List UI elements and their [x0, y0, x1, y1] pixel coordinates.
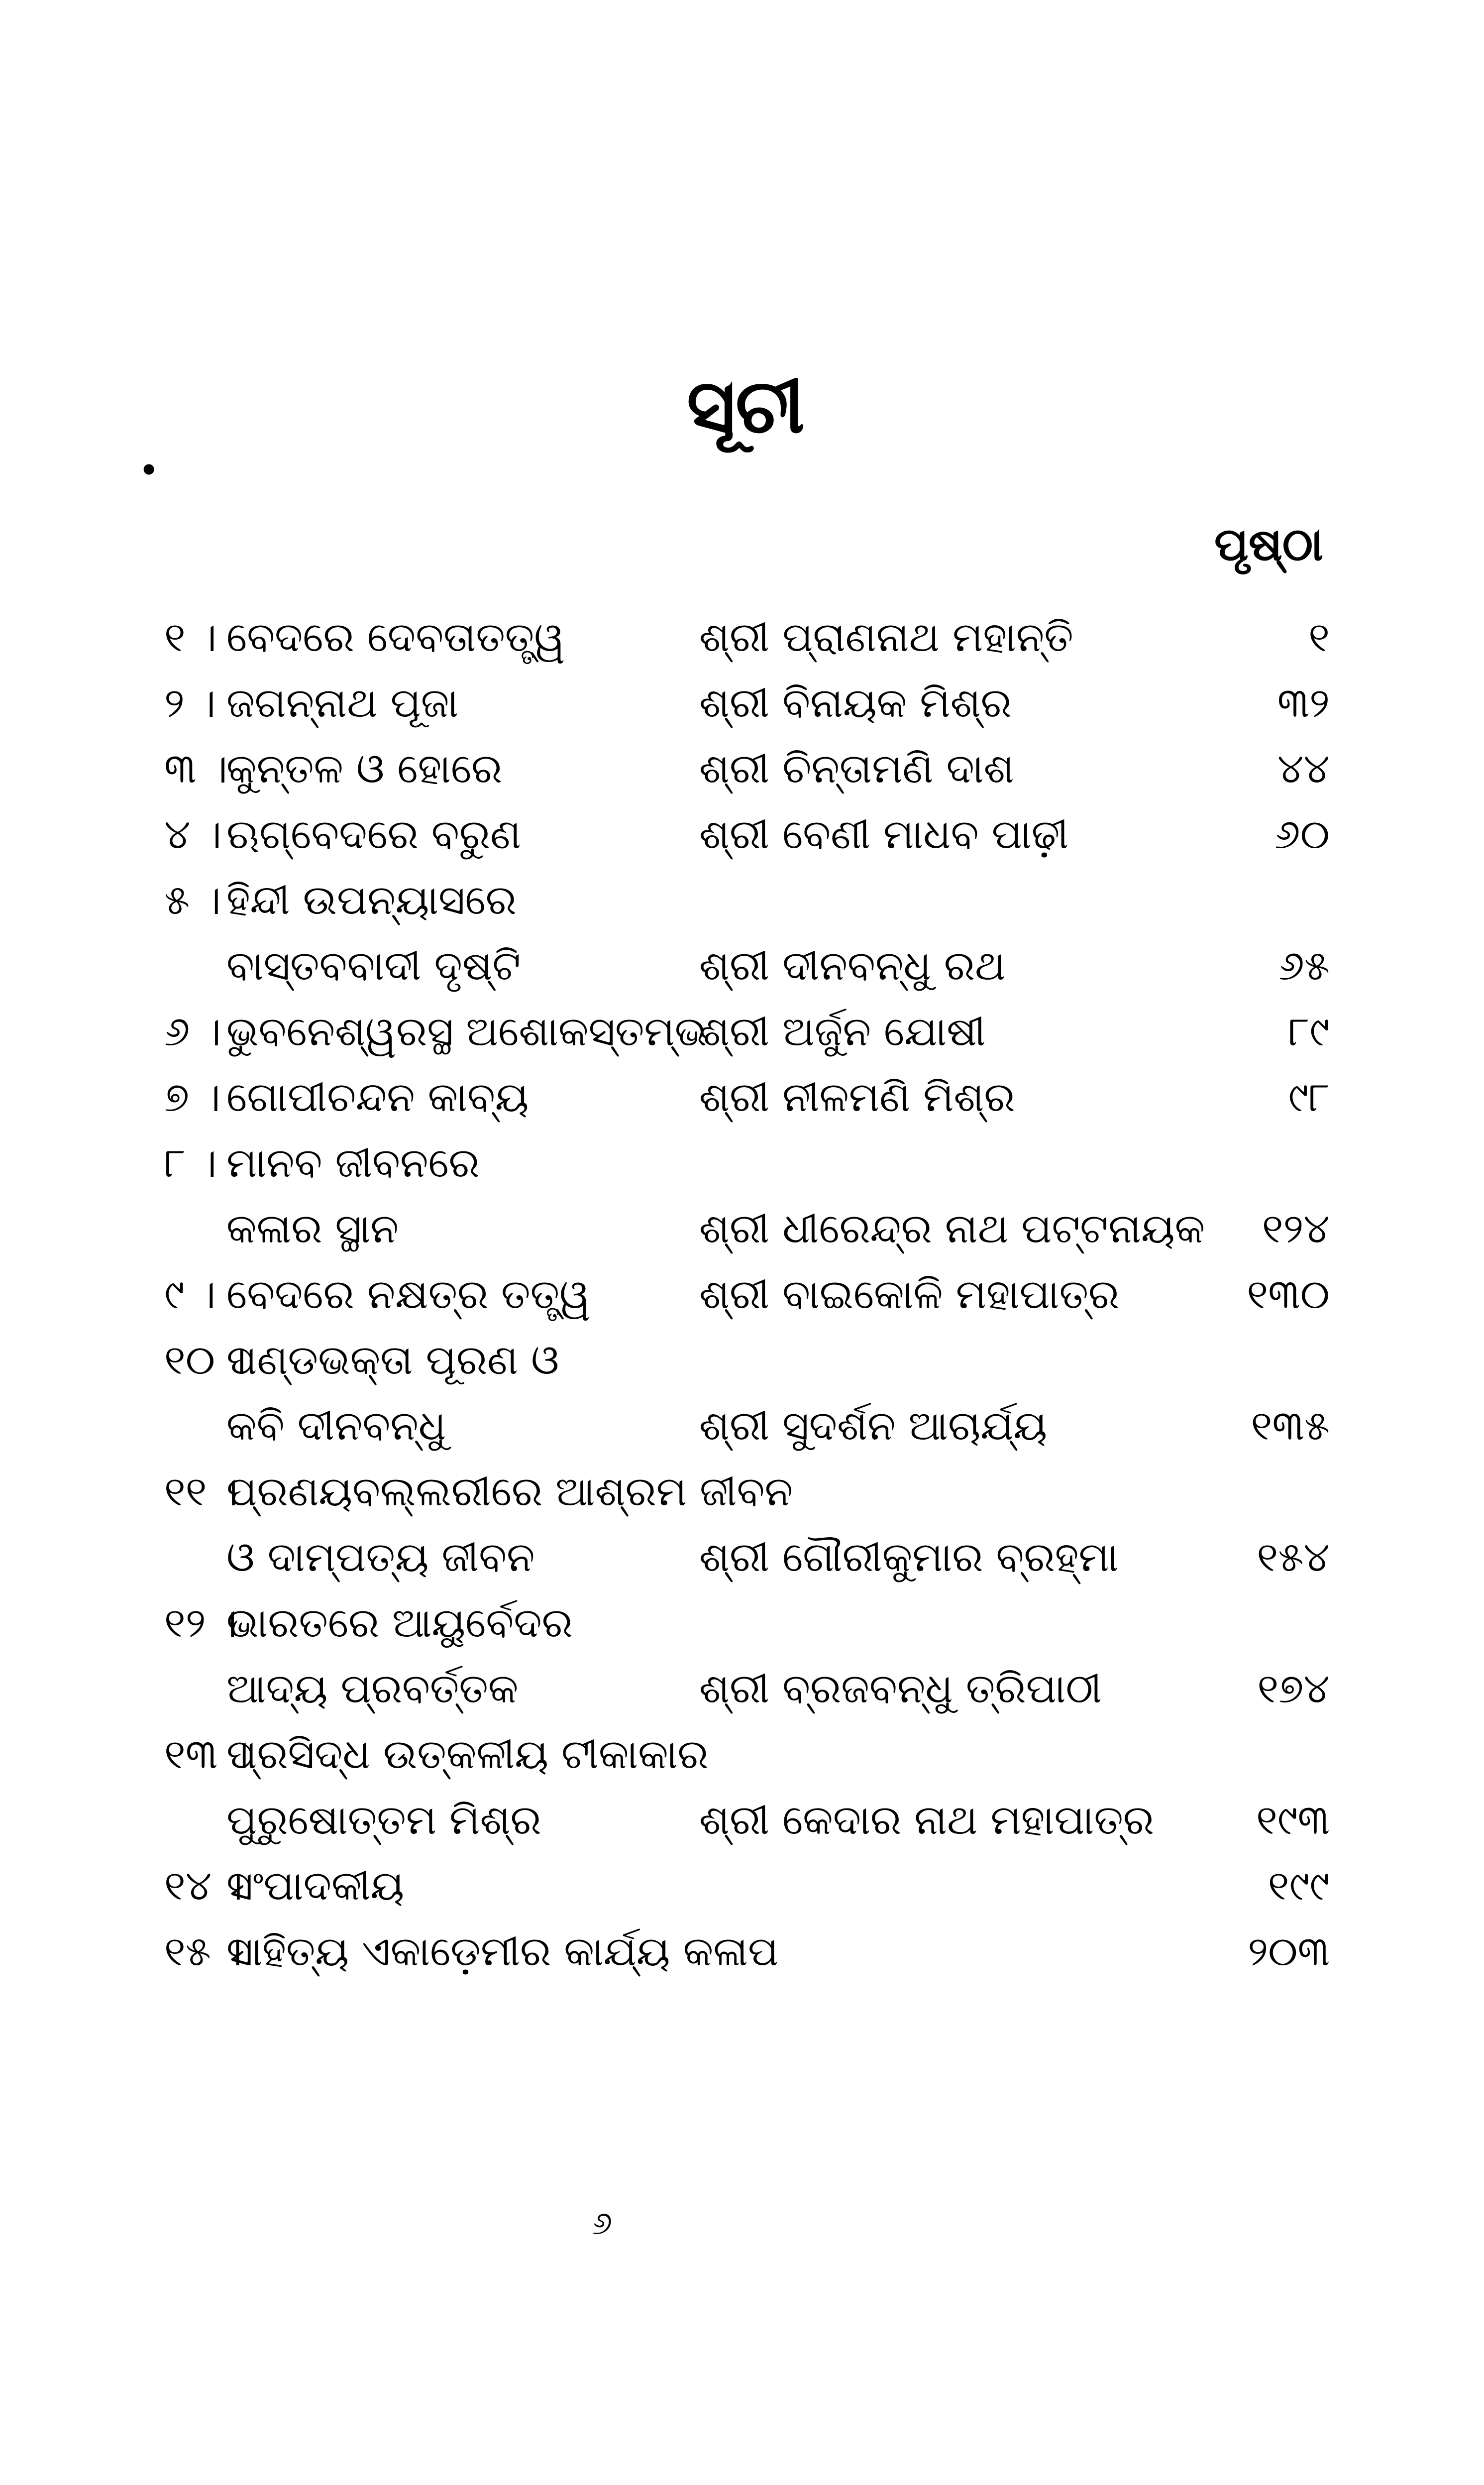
toc-row — [0, 1656, 1484, 1722]
entry-title: ହିନ୍ଦୀ ଉପନ୍ୟାସରେ — [226, 877, 517, 924]
entry-title: ଜଗନ୍ନାଥ ପୂଜା — [226, 679, 459, 727]
toc-row — [0, 736, 1484, 802]
entry-author: ଶ୍ରୀ ବାଇକୋଳି ମହାପାତ୍ର — [699, 1271, 1120, 1318]
entry-author: ଶ୍ରୀ ନୀଳମଣି ମିଶ୍ର — [699, 1074, 1015, 1121]
entry-title: ଗୋପୀଚନ୍ଦନ କାବ୍ୟ — [226, 1074, 529, 1121]
toc-row — [0, 1130, 1484, 1196]
entry-number: ୧୦ । — [164, 1337, 247, 1384]
entry-title: ବେଦରେ ଦେବତାତତ୍ତ୍ୱ — [226, 614, 565, 661]
entry-number: ୫ । — [164, 877, 221, 924]
entry-title: ବାସ୍ତବବାଦୀ ଦୃଷ୍ଟି — [226, 942, 521, 990]
entry-page-number: ୨୦୩ — [1248, 1928, 1330, 1975]
entry-page-number: ୬୦ — [1274, 811, 1330, 858]
toc-row — [0, 1722, 1484, 1788]
toc-row — [0, 933, 1484, 999]
entry-title: ଭାରତରେ ଆୟୁର୍ବେଦର — [226, 1599, 573, 1647]
entry-number: ୩ । — [164, 745, 228, 792]
entry-title: ଭୁବନେଶ୍ୱରସ୍ଥ ଅଶୋକସ୍ତମ୍ଭ — [226, 1008, 707, 1055]
entry-title: କୁନ୍ତଳ ଓ ହୋରେ — [226, 745, 503, 792]
entry-page-number: ୧୨୪ — [1262, 1205, 1330, 1252]
entry-number: ୧୫ । — [164, 1928, 242, 1975]
entry-title: ପ୍ରଣୟବଲ୍ଲରୀରେ ଆଶ୍ରମ ଜୀବନ — [226, 1468, 793, 1515]
entry-number: ୧୨ । — [164, 1599, 237, 1647]
entry-page-number: ୯୮ — [1288, 1074, 1330, 1121]
stray-mark: • — [139, 453, 159, 488]
toc-row — [0, 802, 1484, 868]
page-title: ସୂଚୀ — [687, 363, 805, 450]
toc-row — [0, 1590, 1484, 1656]
entry-author: ଶ୍ରୀ ଦୀନବନ୍ଧୁ ରଥ — [699, 942, 1006, 990]
toc-row — [0, 1328, 1484, 1393]
entry-number: ୨ । — [164, 679, 216, 727]
entry-page-number: ୬୫ — [1278, 942, 1330, 990]
entry-page-number: ୧୩୦ — [1247, 1271, 1330, 1318]
entry-title: ଓ ଦାମ୍ପତ୍ୟ ଜୀବନ — [226, 1534, 535, 1581]
toc-row — [0, 999, 1484, 1065]
toc-row — [0, 1853, 1484, 1919]
entry-page-number: ୧୫୪ — [1257, 1534, 1330, 1581]
entry-number: ୮ । — [164, 1139, 217, 1187]
entry-title: ଆଦ୍ୟ ପ୍ରବର୍ତ୍ତକ — [226, 1665, 519, 1712]
entry-number: ୧୪ । — [164, 1862, 243, 1910]
entry-page-number: ୧୩୫ — [1251, 1402, 1330, 1450]
entry-number: ୧୩ । — [164, 1731, 249, 1778]
toc-row — [0, 1393, 1484, 1459]
entry-author: ଶ୍ରୀ ସୁଦର୍ଶନ ଆଚାର୍ଯ୍ୟ — [699, 1402, 1048, 1450]
entry-title: କଳାର ସ୍ଥାନ — [226, 1205, 399, 1252]
entry-page-number: ୧୭୪ — [1257, 1665, 1330, 1712]
entry-title: କବି ଦୀନବନ୍ଧୁ — [226, 1402, 446, 1450]
toc-row — [0, 1262, 1484, 1328]
entry-page-number: ୪୪ — [1277, 745, 1330, 792]
entry-author: ଶ୍ରୀ ଅର୍ଜୁନ ଯୋଷୀ — [699, 1008, 986, 1055]
toc-row — [0, 605, 1484, 671]
entry-title: ପଣ୍ଡଭକ୍ତା ପୂରଣ ଓ — [226, 1337, 559, 1384]
entry-page-number: ୧୯୩ — [1256, 1797, 1330, 1844]
entry-page-number: ୮୯ — [1288, 1008, 1330, 1055]
entry-number: ୧୧ । — [164, 1468, 238, 1515]
entry-number: ୭ । — [164, 1074, 221, 1121]
entry-title: ଋଗ୍‌ବେଦରେ ବରୁଣ — [226, 811, 521, 858]
entry-title: ସଂପାଦକୀୟ — [226, 1862, 405, 1910]
toc-row — [0, 868, 1484, 933]
entry-number: ୪ । — [164, 811, 222, 858]
folio-number: ୬ — [592, 2205, 613, 2242]
toc-row — [0, 1459, 1484, 1525]
toc-row — [0, 1196, 1484, 1262]
toc-row — [0, 1788, 1484, 1853]
entry-title: ମାନବ ଜୀବନରେ — [226, 1139, 480, 1187]
entry-page-number: ୩୨ — [1277, 679, 1330, 727]
toc-row — [0, 671, 1484, 736]
toc-row — [0, 1919, 1484, 1985]
entry-title: ସାହିତ୍ୟ ଏକାଡ଼େମୀର କାର୍ଯ୍ୟ କଳାପ — [226, 1928, 779, 1975]
entry-author: ଶ୍ରୀ ବ୍ରଜବନ୍ଧୁ ତ୍ରିପାଠୀ — [699, 1665, 1102, 1712]
toc-row — [0, 1065, 1484, 1130]
entry-author: ଶ୍ରୀ ବିନାୟକ ମିଶ୍ର — [699, 679, 1012, 727]
page-column-header: ପୃଷ୍ଠା — [1214, 518, 1324, 571]
entry-author: ଶ୍ରୀ ଧୀରେନ୍ଦ୍ର ନାଥ ପଟ୍ଟନାୟକ — [699, 1205, 1205, 1252]
entry-number: ୧ । — [164, 614, 217, 661]
entry-author: ଶ୍ରୀ ବେଣୀ ମାଧବ ପାଢ଼ୀ — [699, 811, 1069, 858]
entry-author: ଶ୍ରୀ କେଦାର ନାଥ ମହାପାତ୍ର — [699, 1797, 1154, 1844]
toc-row — [0, 1525, 1484, 1590]
entry-number: ୬ । — [164, 1008, 221, 1055]
entry-author: ଶ୍ରୀ ପ୍ରାଣନାଥ ମହାନ୍ତି — [699, 614, 1073, 661]
entry-number: ୯ । — [164, 1271, 216, 1318]
entry-author: ଶ୍ରୀ ଚିନ୍ତାମଣି ଦାଶ — [699, 745, 1014, 792]
entry-title: ପ୍ରସିଦ୍ଧ ଉତ୍କଳୀୟ ଟୀକାକାର — [226, 1731, 709, 1778]
table-of-contents — [0, 605, 1484, 1985]
entry-title: ପୁରୁଷୋତ୍ତମ ମିଶ୍ର — [226, 1797, 541, 1844]
entry-page-number: ୧୯୯ — [1268, 1862, 1330, 1910]
entry-page-number: ୧ — [1308, 614, 1330, 661]
entry-author: ଶ୍ରୀ ଗୌରୀକୁମାର ବ୍ରହ୍ମା — [699, 1534, 1119, 1581]
entry-title: ବେଦରେ ନକ୍ଷତ୍ର ତତ୍ତ୍ୱ — [226, 1271, 591, 1318]
